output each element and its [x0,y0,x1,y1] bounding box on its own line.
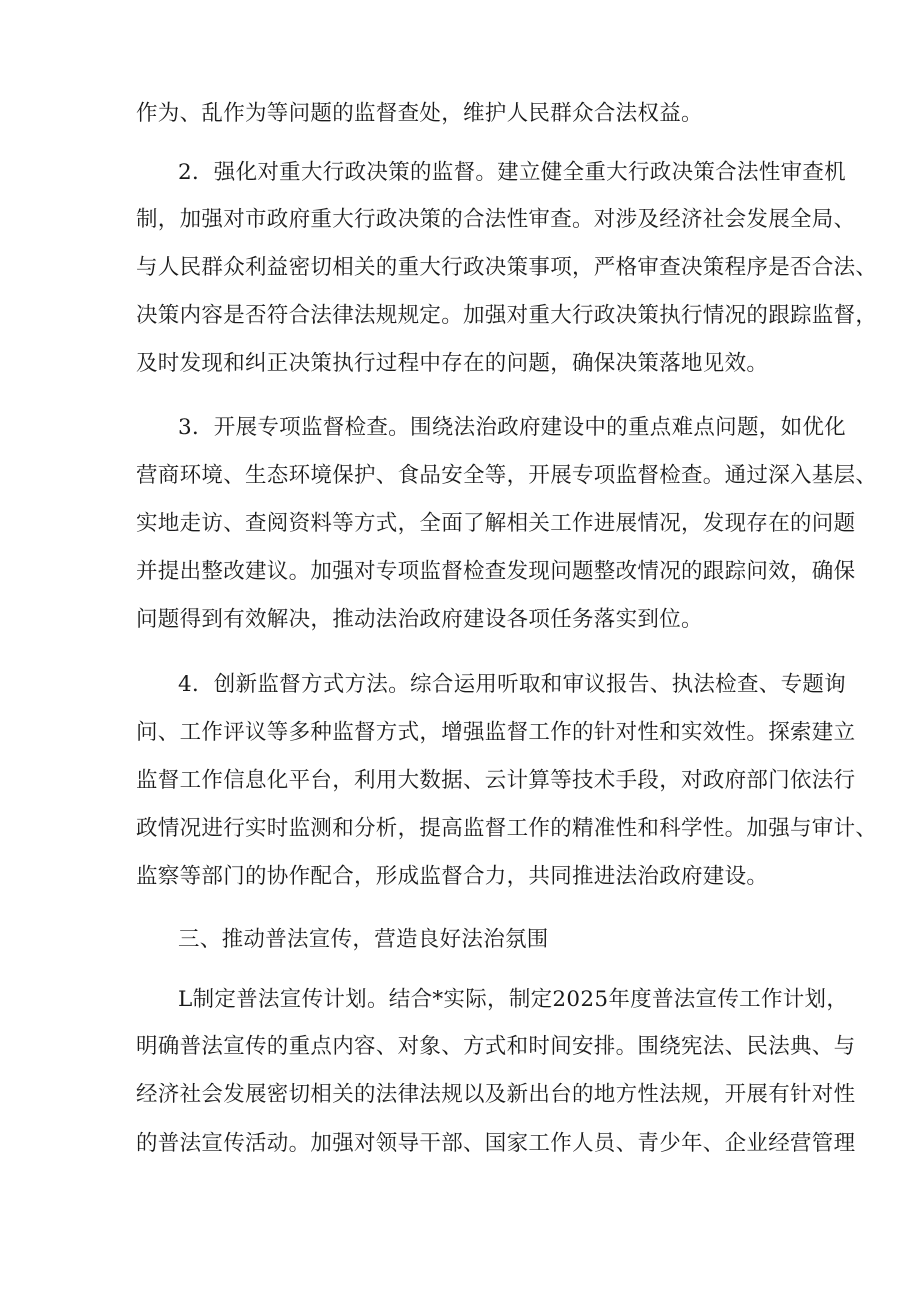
section-heading: 三、推动普法宣传，营造良好法治氛围 [178,927,549,952]
paragraph-line: 决策内容是否符合法律法规规定。加强对重大行政决策执行情况的跟踪监督， [136,303,878,328]
paragraph-line: 明确普法宣传的重点内容、对象、方式和时间安排。围绕宪法、民法典、与 [136,1034,856,1059]
paragraph-line: 监督工作信息化平台，利用大数据、云计算等技术手段，对政府部门依法行 [136,768,856,793]
paragraph-line: 3．开展专项监督检查。围绕法治政府建设中的重点难点问题，如优化 [178,415,846,440]
paragraph-line: 与人民群众利益密切相关的重大行政决策事项，严格审查决策程序是否合法、 [136,255,878,280]
paragraph-line: 政情况进行实时监测和分析，提高监督工作的精准性和科学性。加强与审计、 [136,816,878,841]
paragraph-line: 作为、乱作为等问题的监督查处，维护人民群众合法权益。 [136,101,703,126]
paragraph-line: 营商环境、生态环境保护、食品安全等，开展专项监督检查。通过深入基层、 [136,463,878,488]
paragraph-line: 制，加强对市政府重大行政决策的合法性审查。对涉及经济社会发展全局、 [136,207,856,232]
paragraph-line: 的普法宣传活动。加强对领导干部、国家工作人员、青少年、企业经营管理 [136,1131,856,1156]
paragraph-line: 经济社会发展密切相关的法律法规以及新出台的地方性法规，开展有针对性 [136,1082,856,1107]
paragraph-line: L制定普法宣传计划。结合*实际，制定2025年度普法宣传工作计划， [178,987,849,1012]
paragraph-line: 问题得到有效解决，推动法治政府建设各项任务落实到位。 [136,607,703,632]
paragraph-line: 4．创新监督方式方法。综合运用听取和审议报告、执法检查、专题询 [178,672,846,697]
paragraph-line: 问、工作评议等多种监督方式，增强监督工作的针对性和实效性。探索建立 [136,720,856,745]
paragraph-line: 并提出整改建议。加强对专项监督检查发现问题整改情况的跟踪问效，确保 [136,559,856,584]
paragraph-line: 监察等部门的协作配合，形成监督合力，共同推进法治政府建设。 [136,864,769,889]
paragraph-line: 2．强化对重大行政决策的监督。建立健全重大行政决策合法性审查机 [178,160,846,185]
paragraph-line: 实地走访、查阅资料等方式，全面了解相关工作进展情况，发现存在的问题 [136,511,856,536]
paragraph-line: 及时发现和纠正决策执行过程中存在的问题，确保决策落地见效。 [136,351,769,376]
